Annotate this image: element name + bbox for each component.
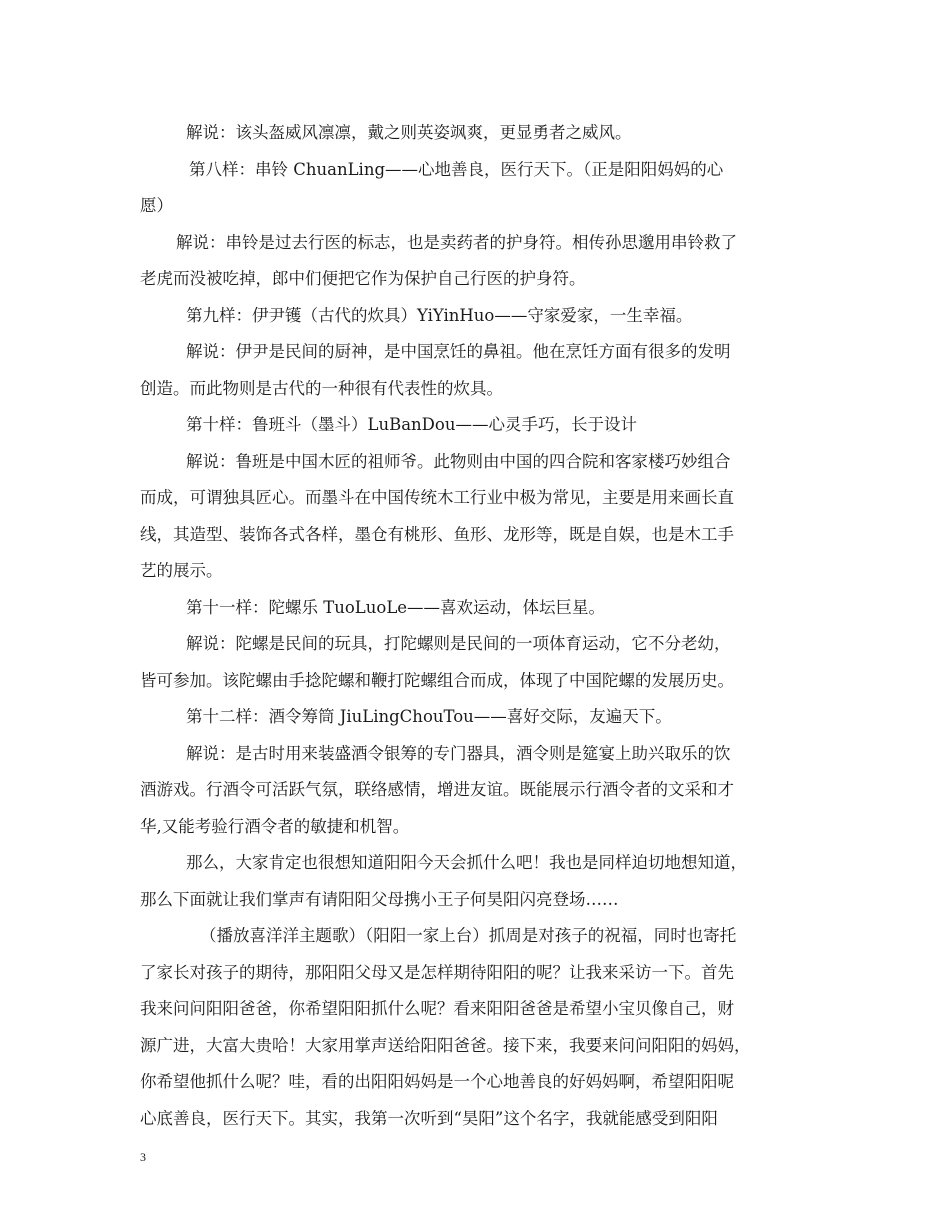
text-line: 解说：串铃是过去行医的标志，也是卖药者的护身符。相传孙思邈用串铃救了	[176, 232, 737, 252]
page-number: 3	[140, 1150, 146, 1164]
document-body	[140, 115, 830, 1137]
text-line: 了家长对孩子的期待，那阳阳父母又是怎样期待阳阳的呢？让我来采访一下。首先	[140, 962, 734, 982]
text-line: 解说：该头盔威风凛凛，戴之则英姿飒爽，更显勇者之威风。	[186, 123, 632, 142]
text-line: 你希望他抓什么呢？哇，看的出阳阳妈妈是一个心地善良的好妈妈啊，希望阳阳呢	[140, 1072, 734, 1091]
text-line: 线，其造型、装饰各式各样，墨仓有桃形、鱼形、龙形等，既是自娱，也是木工手	[140, 524, 734, 544]
text-line: 我来问问阳阳爸爸，你希望阳阳抓什么呢？看来阳阳爸爸是希望小宝贝像自己，财	[140, 999, 734, 1018]
text-line: 华,又能考验行酒令者的敏捷和机智。	[140, 816, 410, 836]
text-line: 老虎而没被吃掉，郎中们便把它作为保护自己行医的护身符。	[140, 269, 586, 288]
text-line: （播放喜洋洋主题歌）（阳阳一家上台）抓周是对孩子的祝福，同时也寄托	[200, 926, 737, 945]
text-line: 第八样：串铃 ChuanLing——心地善良，医行天下。（正是阳阳妈妈的心	[189, 159, 724, 179]
text-line: 第十一样：陀螺乐 TuoLuoLe——喜欢运动，体坛巨星。	[186, 597, 606, 617]
text-line: 解说：是古时用来装盛酒令银筹的专门器具，酒令则是筵宴上助兴取乐的饮	[186, 743, 731, 763]
text-line: 第九样：伊尹镬（古代的炊具）YiYinHuo——守家爱家，一生幸福。	[186, 305, 693, 325]
text-line: 解说：陀螺是民间的玩具，打陀螺则是民间的一项体育运动，它不分老幼，	[186, 634, 731, 653]
text-line: 愿）	[140, 196, 173, 215]
text-line: 第十样：鲁班斗（墨斗）LuBanDou——心灵手巧，长于设计	[186, 415, 637, 434]
text-line: 而成，可谓独具匠心。而墨斗在中国传统木工行业中极为常见，主要是用来画长直	[140, 488, 734, 507]
text-line: 皆可参加。该陀螺由手捻陀螺和鞭打陀螺组合而成，体现了中国陀螺的发展历史。	[140, 670, 734, 690]
text-line: 酒游戏。行酒令可活跃气氛，联络感情，增进友谊。既能展示行酒令者的文采和才	[140, 780, 734, 799]
text-line: 解说：伊尹是民间的厨神，是中国烹饪的鼻祖。他在烹饪方面有很多的发明	[186, 342, 731, 361]
text-line: 那么，大家肯定也很想知道阳阳今天会抓什么吧！我也是同样迫切地想知道，	[186, 853, 747, 872]
text-line: 艺的展示。	[140, 561, 223, 580]
text-line: 源广进，大富大贵哈！大家用掌声送给阳阳爸爸。接下来，我要来问问阳阳的妈妈，	[140, 1035, 751, 1055]
text-line: 心底善良，医行天下。其实，我第一次听到“昊阳”这个名字，我就能感受到阳阳	[140, 1108, 718, 1128]
text-line: 解说：鲁班是中国木匠的祖师爷。此物则由中国的四合院和客家楼巧妙组合	[186, 451, 731, 471]
text-line: 创造。而此物则是古代的一种很有代表性的炊具。	[140, 378, 503, 398]
text-line: 第十二样：酒令筹筒 JiuLingChouTou——喜好交际，友遍天下。	[186, 707, 672, 726]
text-line: 那么下面就让我们掌声有请阳阳父母携小王子何昊阳闪亮登场……	[140, 889, 619, 909]
